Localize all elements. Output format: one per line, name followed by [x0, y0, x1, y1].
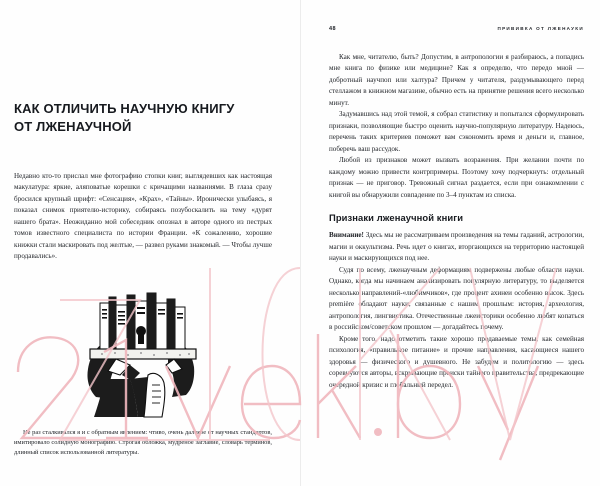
right-paragraph-4: [329, 230, 584, 264]
right-paragraph-5: Судя по всему, лженаучным деформациям подвержены любые области науки. Однако, когда мы начинаем анализировать популярную литературу, то выделяется несколько направлений-«любимчиков», где процент ахинеи особенно высок. Здесь première обладают науки, связанные с нашим прошлым: история, археология, антропология, лингвистика. Отечественные лжеисторики особенно любят копаться в российском/советском прошлом — догадайтесь почему.: [329, 265, 584, 332]
right-page: [300, 0, 600, 486]
left-paragraph-1: Недавно кто-то прислал мне фотографию стопки книг, выглядевших как настоящая макулатура: яркие, аляповатые корешки с кричащими названиями. В глаза сразу бросился крупный шрифт: «Сенсация», «Крах», «Тайны». Иронически улыбаясь, я показал снимок приятелю-историку, собираясь позубоскалить на тему «дурят нашего брата». Неожиданно мой собеседник опознал в авторе одного из пестрых томов известного специалиста по истории Франции. «К сожалению, хорошие книжки стали маскировать под желтые, — развел руками знакомый. — Чтобы лучше продавались».: [14, 171, 272, 261]
chapter-title: [14, 100, 272, 137]
chapter-title-line-2: ОТ ЛЖЕНАУЧНОЙ: [14, 119, 132, 135]
illustration-books-on-head: [14, 279, 272, 419]
section-heading: Признаки лженаучной книги: [329, 212, 464, 224]
right-paragraph-6: Кроме того, надо отметить такие хорошо продаваемые темы, как семейная психология, «правильное питание» и прочие направления, касающиеся нашего здоровья — физического и душевного. Не забудем и политологию — здесь соревнуются авторы, вскрывающие происки тайного правительства, предрекающие очередной кризис и глобальный передел.: [329, 334, 584, 389]
running-head-title-right: ПРИВИВКА ОТ ЛЖЕНАУКИ: [497, 26, 584, 31]
right-paragraph-4-text: Здесь мы не рассматриваем произведения на темы гаданий, астрологии, магии и оккультизма. Речь идет о книгах, вторгающихся на территорию настоящей науки и маскирующихся под нее.: [329, 231, 584, 263]
right-paragraph-1: Как мне, читателю, быть? Допустим, в антропологии я разбираюсь, а попадись мне книга по физике или медицине? Как я определю, что передо мной — добротный научпоп или халтура? Причем у читателя, раздумывающего перед стеллажом в книжном магазине, обычно есть на принятие решения всего несколько минут.: [329, 53, 584, 107]
folio-right: 48: [329, 26, 336, 32]
illustration-caption: Не раз сталкивался я и с обратным явлением: чтиво, очень далекое от научных стандартов, имитировало солидную монографию. Строгая обложка, мудреное заглавие, словарь терминов, длинный список использованной литературы.: [14, 428, 272, 456]
right-paragraph-3: Любой из признаков может вызвать возражения. При желании почти по каждому можно привести контрпримеры. Поэтому хочу подчеркнуть: отдельный признак — не приговор. Тревожный сигнал раздается, если при ознакомлении с книгой вы обнаружили совпадение по 3–4 пунктам из списка.: [329, 156, 584, 199]
chapter-title-line-1: КАК ОТЛИЧИТЬ НАУЧНУЮ КНИГУ: [14, 101, 235, 116]
illustration-svg: [68, 287, 218, 419]
running-head-right: [329, 26, 584, 38]
right-paragraph-2: Задумавшись над этой темой, я собрал статистику и попытался сформулировать признаки, позволяющие быстро оценить научно-популярную литературу. Надеюсь, перечень таких критериев поможет вам сэкономить время и деньги и, главное, поберечь ваш рассудок.: [329, 110, 584, 153]
attention-lead: Внимание!: [329, 231, 364, 240]
